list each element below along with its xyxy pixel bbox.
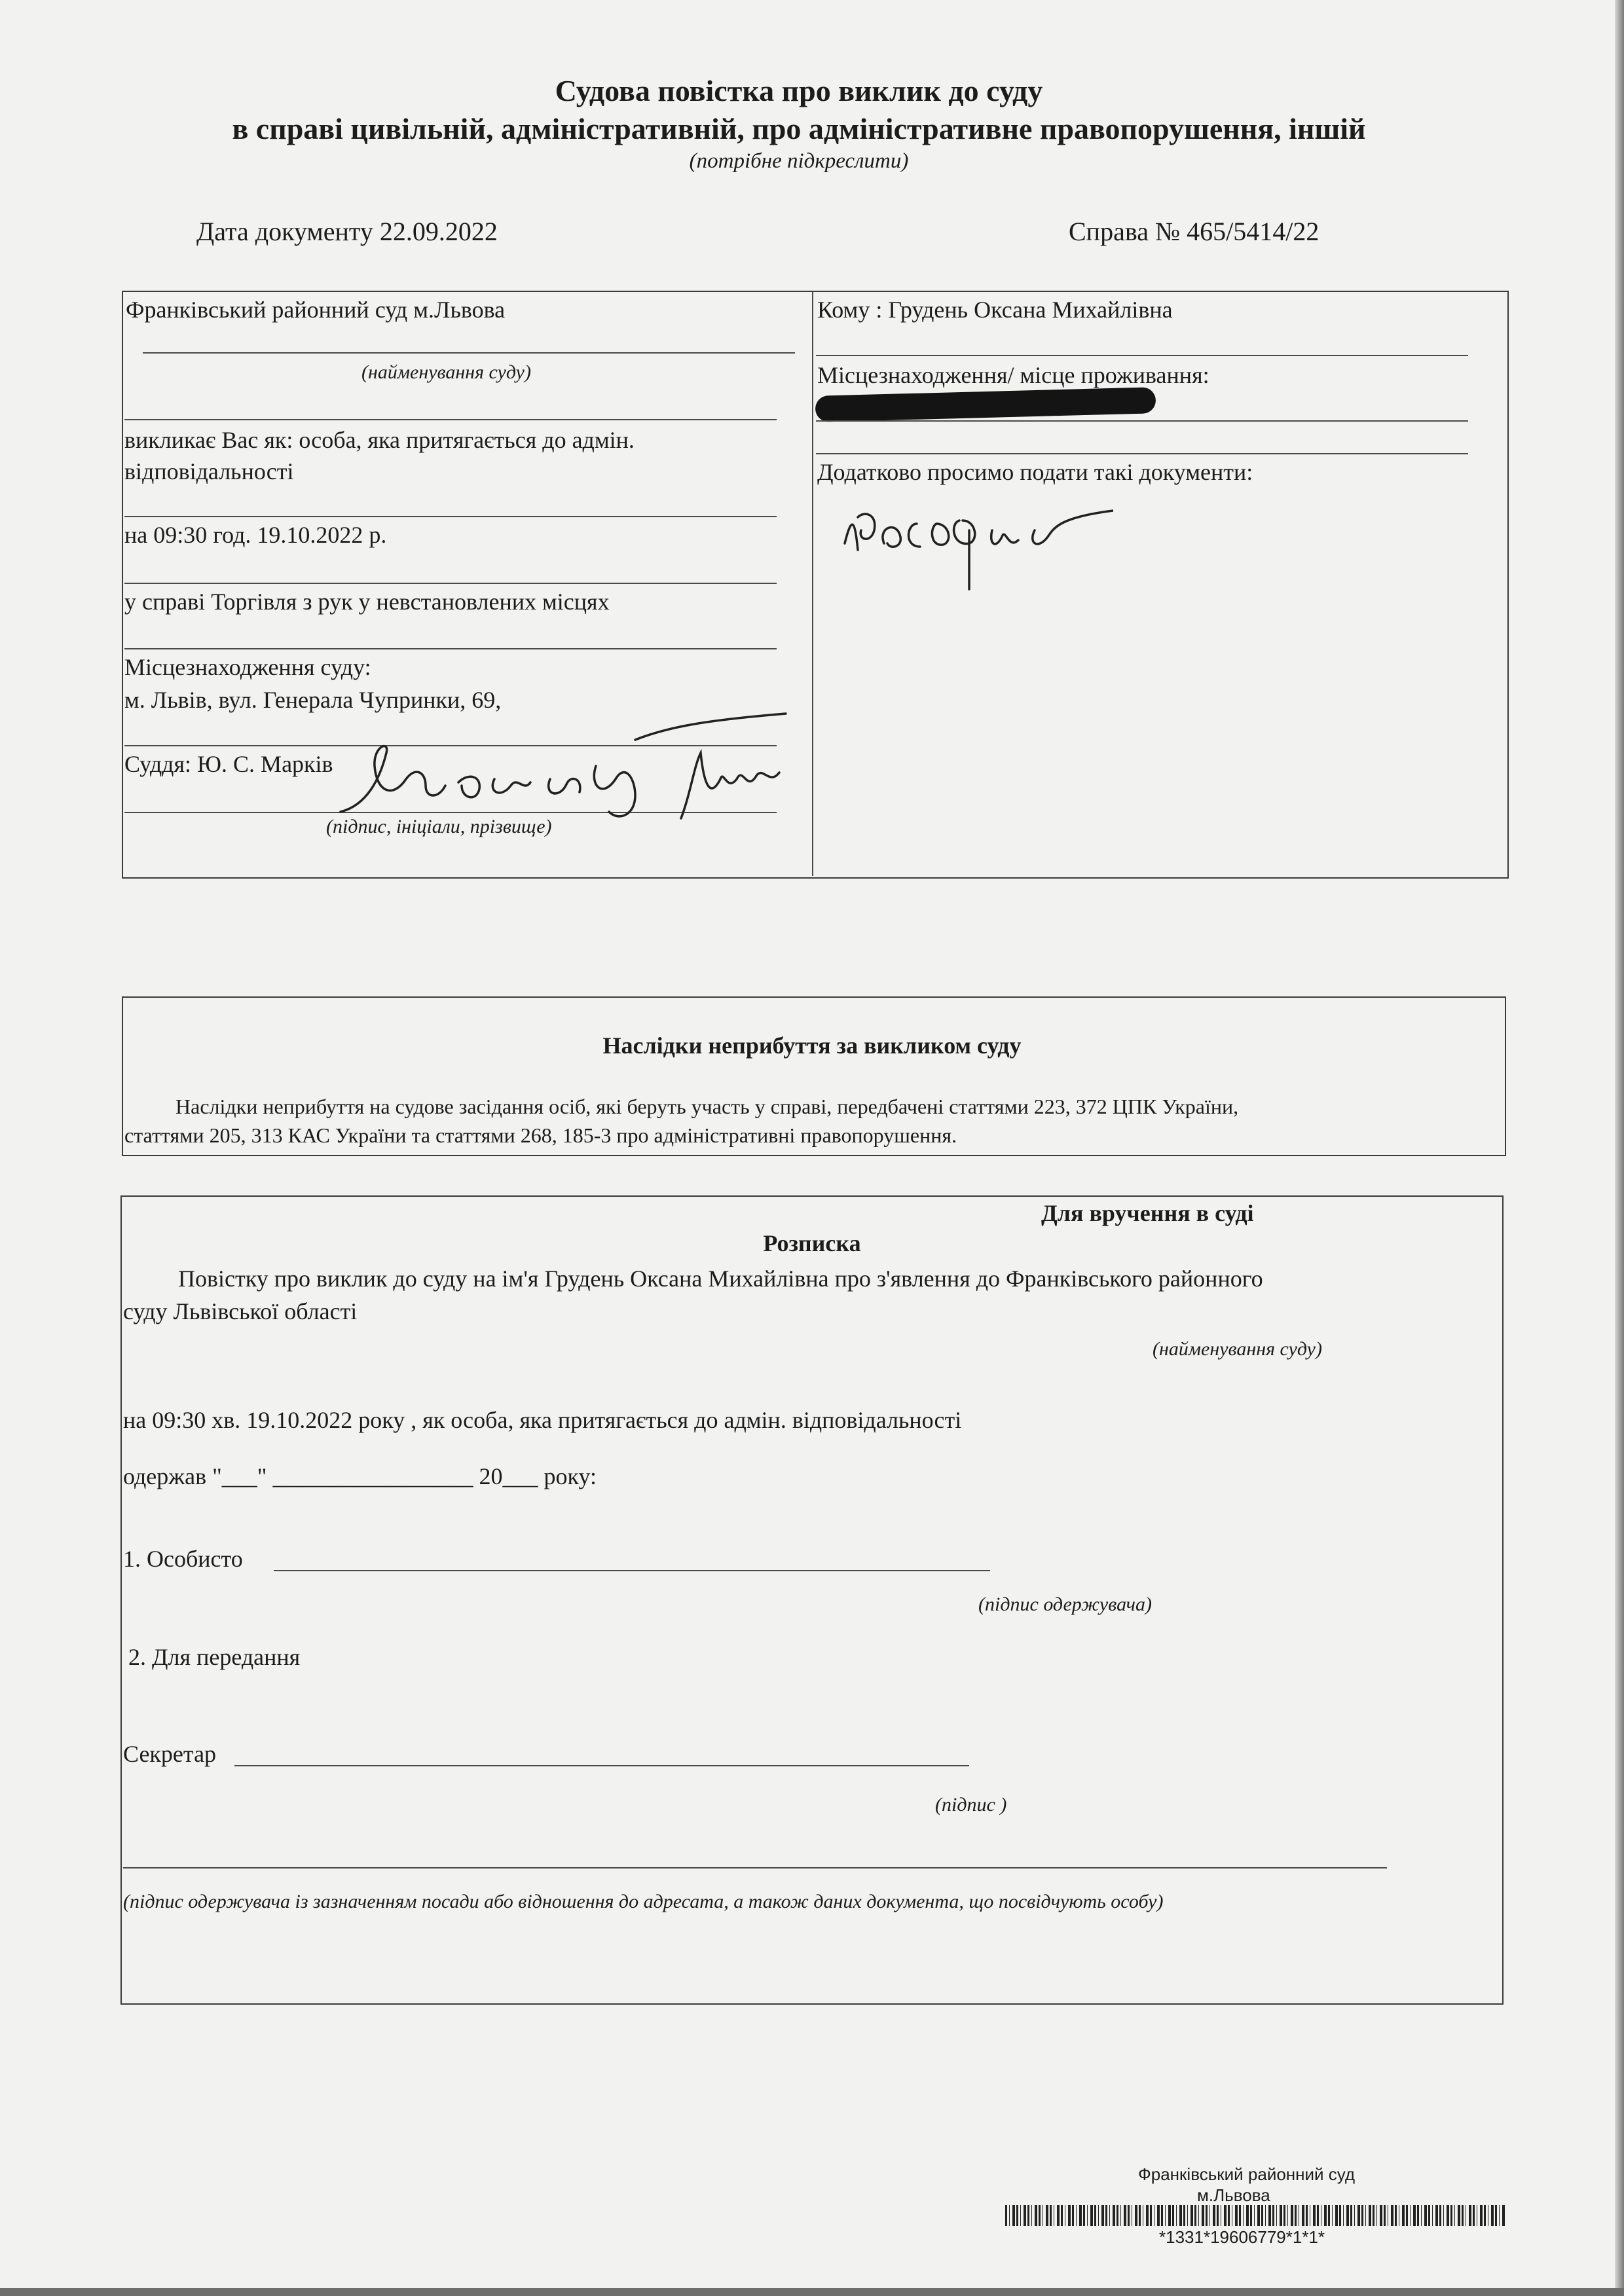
receipt-heading: Розписка [763,1230,861,1256]
title-line-1: Судова повістка про виклик до суду [555,74,1043,107]
left-rule-1 [124,419,777,420]
left-rule-3 [124,583,777,584]
consequences-line-2: статтями 205, 313 КАС України та статтями 268, 185-3 про адміністративні правопорушення. [124,1123,957,1147]
title-line-2: в справі цивільній, адміністративній, про адміністративне правопорушення, іншій [232,112,1366,145]
case-subject: у справі Торгівля з рук у невстановлених місцях [124,589,610,615]
document-date: Дата документу 22.09.2022 [196,217,498,246]
court-name-rule [143,352,795,354]
summoned-as: викликає Вас як: особа, яка притягається до адмін. відповідальності [124,427,635,484]
hearing-time: на 09:30 год. 19.10.2022 р. [124,522,387,548]
page-edge-shadow [1615,0,1624,2296]
personally-signature-line [274,1570,990,1571]
court-name: Франківський районний суд м.Львова [126,297,506,323]
case-number: Справа № 465/5414/22 [1069,217,1320,246]
right-rule-3 [816,453,1468,454]
underline-note: (потрібне підкреслити) [689,149,909,173]
secretary-signature-caption: (підпис ) [935,1794,1007,1815]
stamp-court: Франківський районний суд [1138,2164,1356,2184]
left-rule-2 [124,516,777,517]
court-address: м. Львів, вул. Генерала Чупринки, 69, [124,687,502,713]
court-location-label: Місцезнаходження суду: [124,654,371,680]
personally-label: 1. Особисто [123,1546,243,1572]
left-rule-4 [124,648,777,649]
consequences-line-1: Наслідки неприбуття на судове засідання осіб, які беруть участь у справі, передбачені статтями 223, 372 ЦПК України, [175,1095,1239,1118]
stamp-city: м.Львова [1197,2185,1270,2205]
signature-caption: (підпис, ініціали, прізвище) [326,816,552,837]
barcode-text: *1331*19606779*1*1* [1159,2227,1325,2247]
secretary-signature-line [234,1765,969,1766]
summons-divider [812,292,813,876]
for-transfer-label: 2. Для передання [128,1644,301,1670]
right-rule-2 [816,420,1468,422]
consequences-heading: Наслідки неприбуття за викликом суду [602,1032,1022,1059]
judge-signature-icon [327,701,799,845]
court-name-caption: (найменування суду) [361,361,531,383]
recipient-details-caption: (підпис одержувача із зазначенням посади або відношення до адресата, а також даних документа, що посвідчують особу) [123,1891,1164,1912]
extra-docs-label: Додатково просимо подати такі документи: [817,459,1253,485]
received-date-line: одержав "___" _________________ 20___ року: [123,1463,597,1489]
right-rule-1 [816,355,1468,356]
recipient-signature-caption: (підпис одержувача) [978,1594,1152,1615]
receipt-line-1: Повістку про виклик до суду на ім'я Грудень Оксана Михайлівна про з'явлення до Франківського районного [178,1266,1263,1292]
handwritten-passport-icon [838,491,1113,596]
for-court-label: Для вручення в суді [1041,1200,1254,1226]
receipt-time-line: на 09:30 хв. 19.10.2022 року , як особа, яка притягається до адмін. відповідальності [123,1407,962,1433]
recipient-details-line [123,1867,1387,1868]
recipient-name: Кому : Грудень Оксана Михайлівна [817,297,1173,323]
receipt-line-2: суду Львівської області [123,1298,358,1324]
barcode-icon [1005,2205,1506,2226]
judge-name: Суддя: Ю. С. Марків [124,751,333,777]
scan-bottom-edge [0,2288,1624,2296]
residence-label: Місцезнаходження/ місце проживання: [817,362,1209,388]
secretary-label: Секретар [123,1741,217,1767]
receipt-court-caption: (найменування суду) [1153,1338,1322,1360]
